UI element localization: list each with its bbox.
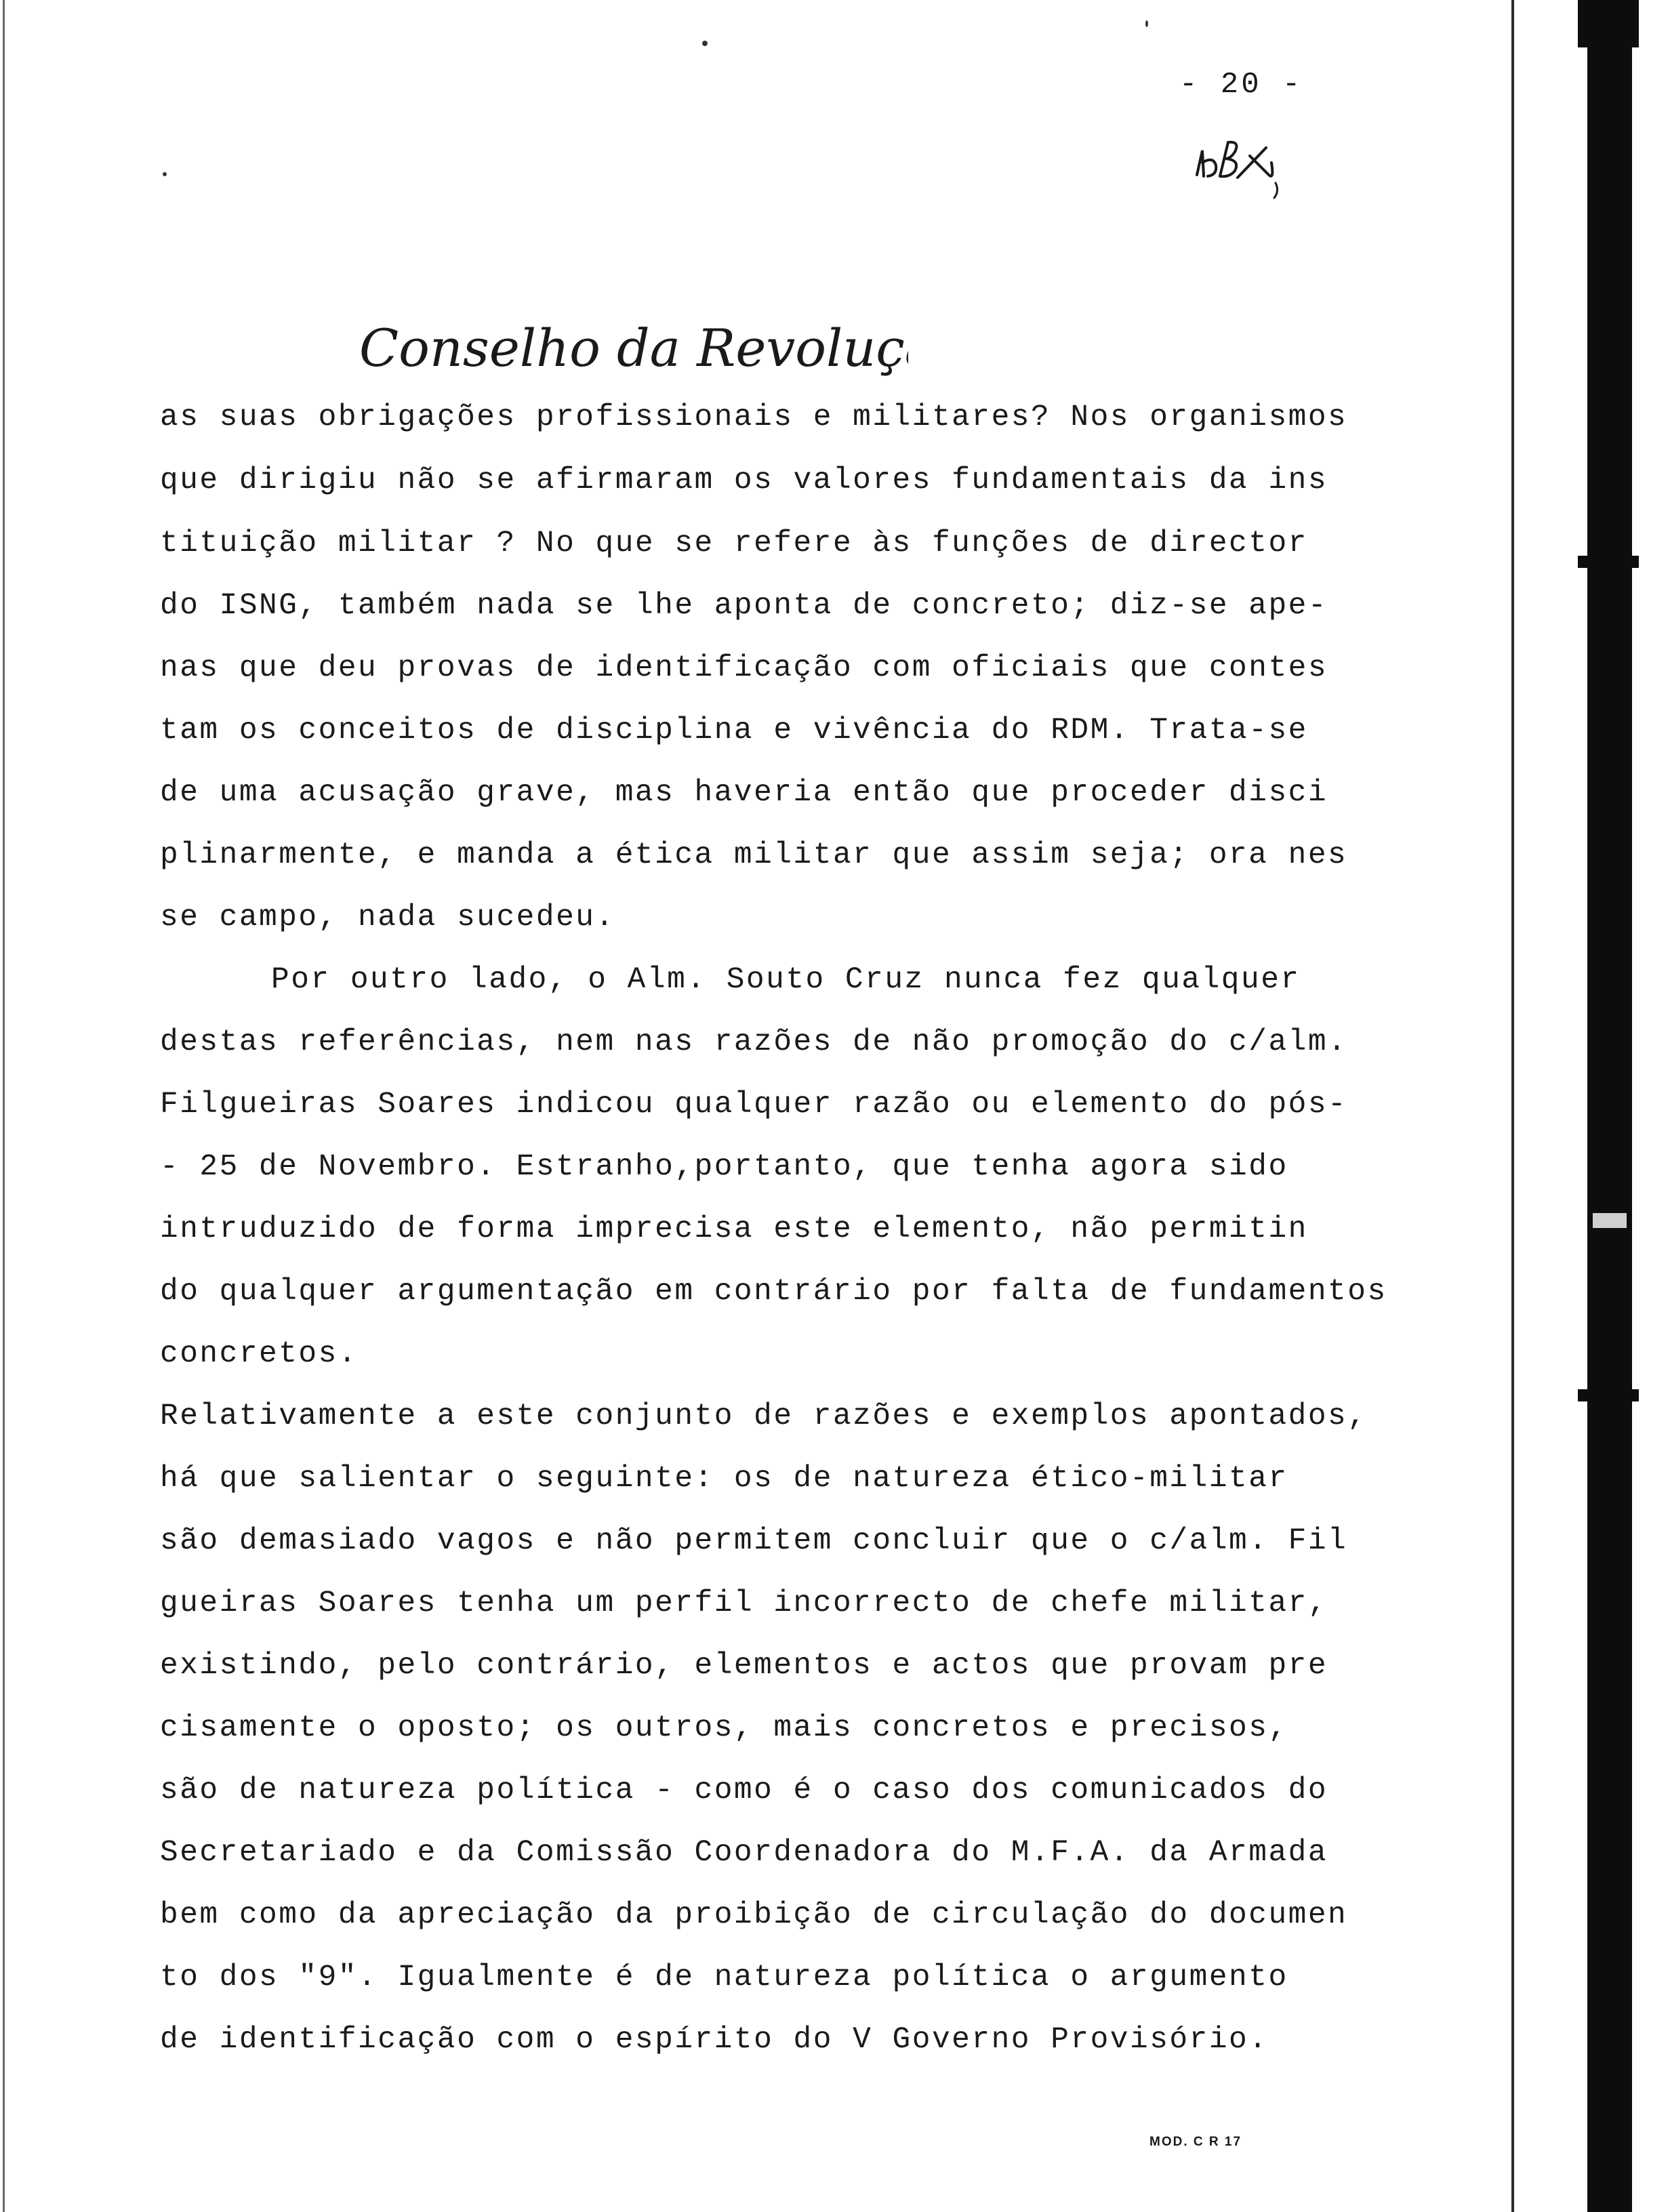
scan-speck bbox=[163, 172, 167, 176]
letterhead-text: Conselho da Revolução bbox=[359, 318, 908, 378]
binding-notch bbox=[1578, 1389, 1639, 1401]
body-line: cisamente o oposto; os outros, mais concretos e precisos, bbox=[160, 1711, 1288, 1745]
body-line: são de natureza política - como é o caso dos comunicados do bbox=[160, 1774, 1328, 1807]
body-line: de uma acusação grave, mas haveria então que proceder disci bbox=[160, 776, 1328, 810]
binding-thin-line bbox=[1511, 0, 1514, 2212]
body-line: nas que deu provas de identificação com oficiais que contes bbox=[160, 651, 1328, 685]
binding-notch bbox=[1578, 556, 1639, 568]
binding-notch bbox=[1578, 0, 1639, 47]
body-line: tituição militar ? No que se refere às funções de director bbox=[160, 527, 1308, 560]
body-line: tam os conceitos de disciplina e vivência do RDM. Trata-se bbox=[160, 714, 1308, 747]
scan-binding-edge bbox=[1506, 0, 1670, 2212]
body-line: existindo, pelo contrário, elementos e actos que provam pre bbox=[160, 1649, 1328, 1683]
body-line: Filgueiras Soares indicou qualquer razão ou elemento do pós- bbox=[160, 1088, 1348, 1122]
body-line: Relativamente a este conjunto de razões e exemplos apontados, bbox=[160, 1399, 1368, 1433]
body-line: plinarmente, e manda a ética militar que assim seja; ora nes bbox=[160, 838, 1348, 872]
body-line: as suas obrigações profissionais e militares? Nos organismos bbox=[160, 401, 1348, 434]
binding-light-patch bbox=[1593, 1213, 1627, 1228]
body-line: Secretariado e da Comissão Coordenadora do M.F.A. da Armada bbox=[160, 1836, 1328, 1870]
body-line: há que salientar o seguinte: os de natureza ético-militar bbox=[160, 1462, 1288, 1496]
body-line: gueiras Soares tenha um perfil incorrecto de chefe militar, bbox=[160, 1586, 1328, 1620]
body-line: do qualquer argumentação em contrário por falta de fundamentos bbox=[160, 1275, 1387, 1309]
page-number: - 20 - bbox=[1179, 68, 1303, 102]
body-line: são demasiado vagos e não permitem concluir que o c/alm. Fil bbox=[160, 1524, 1348, 1558]
body-line: bem como da apreciação da proibição de circulação do documen bbox=[160, 1898, 1348, 1932]
body-line: concretos. bbox=[160, 1337, 359, 1371]
form-code: MOD. C R 17 bbox=[1149, 2135, 1242, 2149]
body-line: do ISNG, também nada se lhe aponta de concreto; diz-se ape- bbox=[160, 589, 1328, 623]
body-line: Por outro lado, o Alm. Souto Cruz nunca fez qualquer bbox=[271, 963, 1301, 997]
body-line: de identificação com o espírito do V Governo Provisório. bbox=[160, 2023, 1269, 2057]
body-line: intruduzido de forma imprecisa este elemento, não permitin bbox=[160, 1212, 1308, 1246]
body-line: to dos "9". Igualmente é de natureza política o argumento bbox=[160, 1961, 1288, 1994]
body-line: que dirigiu não se afirmaram os valores fundamentais da ins bbox=[160, 464, 1328, 497]
scan-speck bbox=[1145, 20, 1148, 27]
scan-speck bbox=[702, 41, 708, 46]
body-line: se campo, nada sucedeu. bbox=[160, 901, 615, 935]
binding-spine bbox=[1587, 0, 1632, 2212]
body-line: - 25 de Novembro. Estranho,portanto, que tenha agora sido bbox=[160, 1150, 1288, 1184]
body-line: destas referências, nem nas razões de não promoção do c/alm. bbox=[160, 1025, 1348, 1059]
